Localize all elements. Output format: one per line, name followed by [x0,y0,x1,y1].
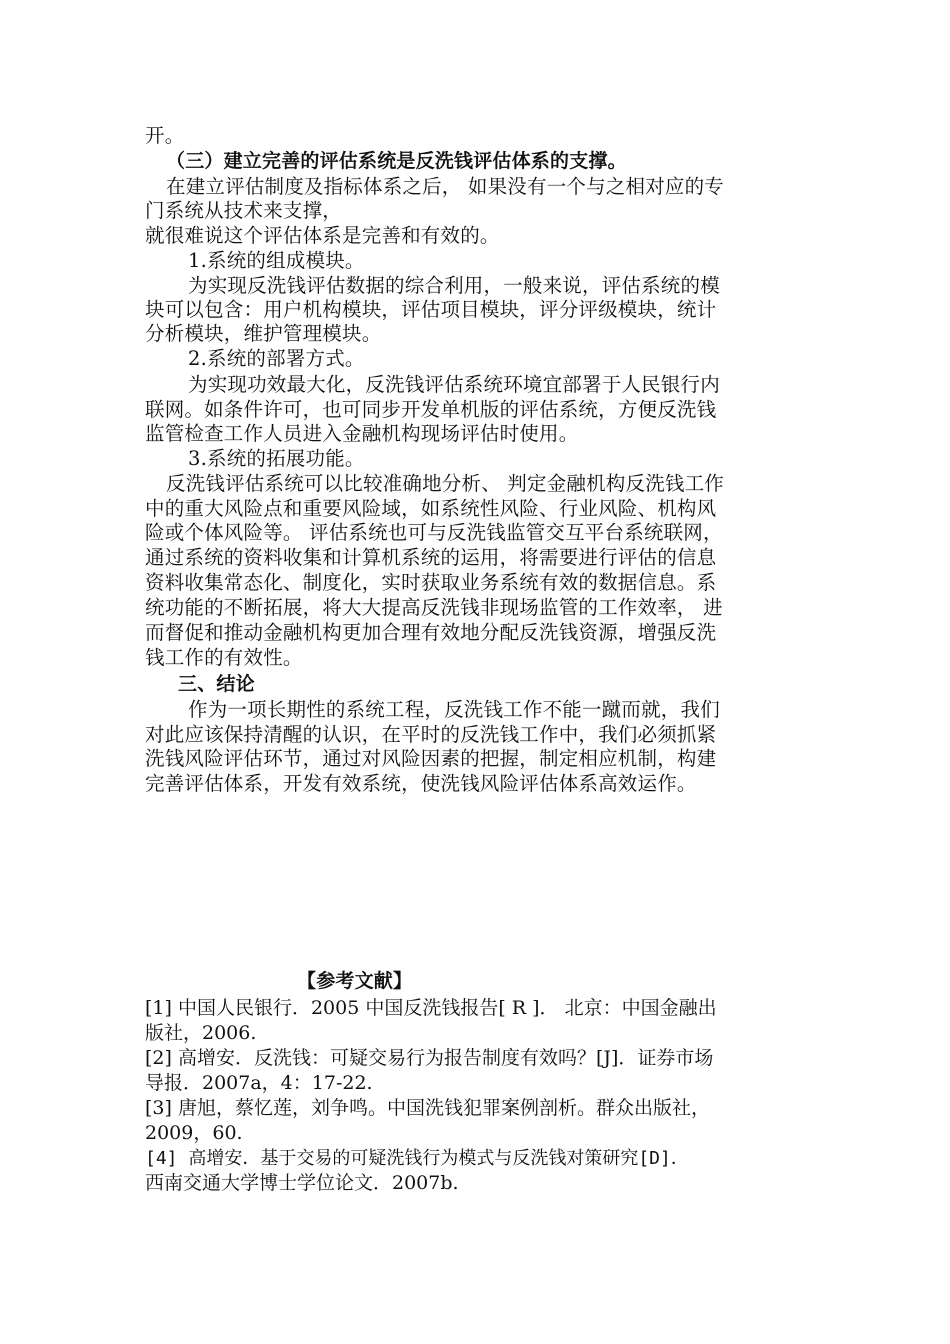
paragraph-line: 监管检查工作人员进入金融机构现场评估时使用。 [145,422,579,445]
reference-item: [3] 唐旭，蔡忆莲，刘争鸣。中国洗钱犯罪案例剖析。群众出版社， [145,1097,710,1119]
subsection-heading: 1.系统的组成模块。 [188,249,365,272]
reference-item: [1] 中国人民银行．2005 中国反洗钱报告[ R ]． 北京：中国金融出 [145,997,717,1019]
paragraph-line: 开。 [145,124,185,147]
paragraph-line: 统功能的不断拓展，将大大提高反洗钱非现场监管的工作效率， 进 [145,596,723,619]
section-heading: （三）建立完善的评估系统是反洗钱评估体系的支撑。 [166,150,627,172]
paragraph-line: 完善评估体系，开发有效系统，使洗钱风险评估体系高效运作。 [145,772,697,795]
paragraph-line: 就很难说这个评估体系是完善和有效的。 [145,224,500,247]
paragraph-line: 为实现反洗钱评估数据的综合利用，一般来说，评估系统的模 [188,274,720,297]
subsection-heading: 2.系统的部署方式。 [188,347,365,370]
paragraph-line: 对此应该保持清醒的认识，在平时的反洗钱工作中，我们必须抓紧 [145,723,717,746]
reference-item-continuation: 导报．2007a，4：17-22. [145,1072,373,1094]
reference-item-continuation: 西南交通大学博士学位论文．2007b. [145,1172,459,1194]
reference-item-continuation: 版社，2006. [145,1022,257,1044]
reference-item-continuation: 2009，60. [145,1122,243,1144]
paragraph-line: 资料收集常态化、制度化，实时获取业务系统有效的数据信息。系 [145,571,717,594]
references-title: 【参考文献】 [297,970,413,992]
paragraph-line: 而督促和推动金融机构更加合理有效地分配反洗钱资源，增强反洗 [145,621,717,644]
paragraph-line: 为实现功效最大化，反洗钱评估系统环境宜部署于人民银行内 [188,373,720,396]
paragraph-line: 钱工作的有效性。 [145,646,303,669]
paragraph-line: 作为一项长期性的系统工程，反洗钱工作不能一蹴而就，我们 [188,698,720,721]
conclusion-heading: 三、结论 [178,673,255,695]
paragraph-line: 险或个体风险等。 评估系统也可与反洗钱监管交互平台系统联网， [145,521,723,544]
paragraph-line: 分析模块，维护管理模块。 [145,322,382,345]
paragraph-line: 洗钱风险评估环节，通过对风险因素的把握，制定相应机制，构建 [145,747,717,770]
paragraph-line: 块可以包含：用户机构模块，评估项目模块，评分评级模块，统计 [145,298,717,321]
subsection-heading: 3.系统的拓展功能。 [188,447,365,470]
paragraph-line: 反洗钱评估系统可以比较准确地分析、 判定金融机构反洗钱工作 [166,472,724,495]
reference-item: [2] 高增安．反洗钱：可疑交易行为报告制度有效吗？[J]．证券市场 [145,1047,714,1069]
reference-item: [4] 高增安．基于交易的可疑洗钱行为模式与反洗钱对策研究[D]． [145,1148,689,1169]
paragraph-line: 门系统从技术来支撑， [145,199,343,222]
paragraph-line: 通过系统的资料收集和计算机系统的运用，将需要进行评估的信息 [145,546,717,569]
paragraph-line: 中的重大风险点和重要风险域，如系统性风险、行业风险、机构风 [145,497,717,520]
paragraph-line: 联网。如条件许可，也可同步开发单机版的评估系统，方便反洗钱 [145,398,717,421]
paragraph-line: 在建立评估制度及指标体系之后， 如果没有一个与之相对应的专 [166,175,724,198]
